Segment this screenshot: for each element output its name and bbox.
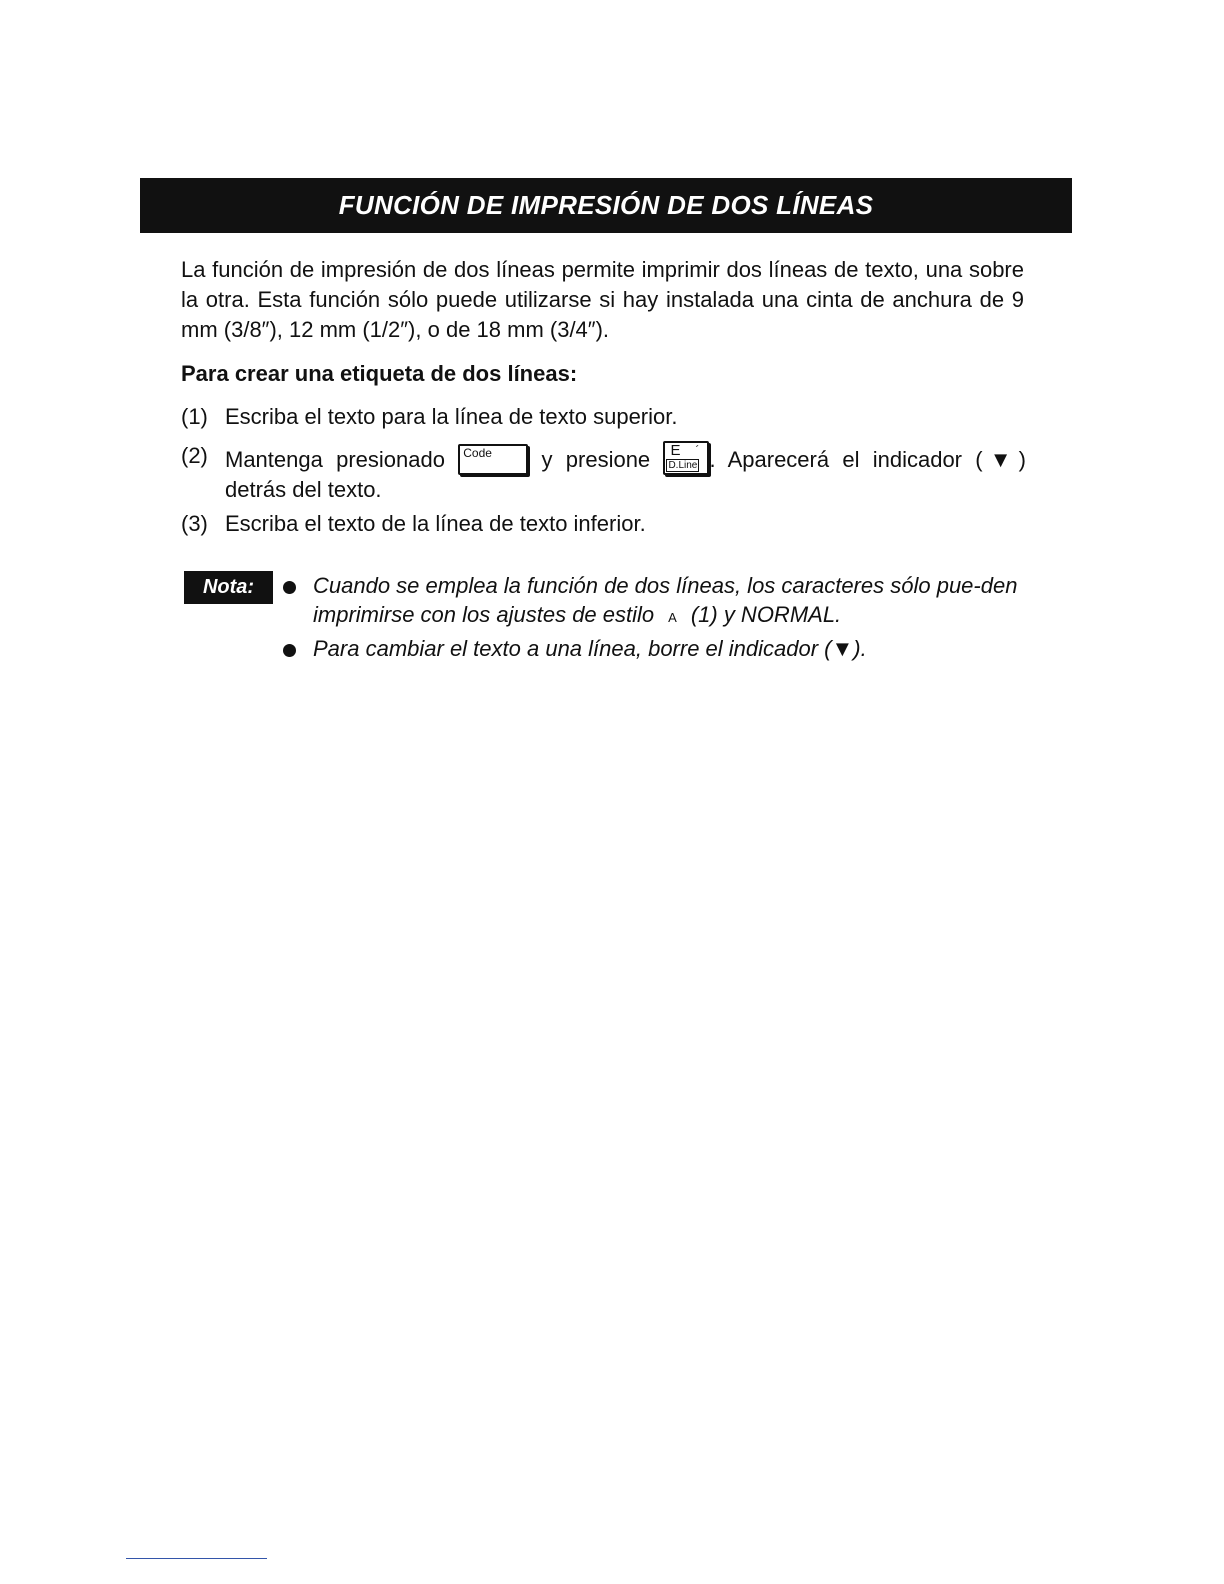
note-text bbox=[313, 571, 1028, 632]
step-text bbox=[225, 441, 1026, 475]
step-text: Escriba el texto para la línea de texto superior. bbox=[225, 404, 678, 429]
note-text: Para cambiar el texto a una línea, borre el indicador (▼). bbox=[313, 636, 867, 661]
step-text: Escriba el texto de la línea de texto inferior. bbox=[225, 511, 646, 536]
step-text-part: . Aparecerá el indicador (▼) bbox=[709, 447, 1026, 472]
key-top-label: E bbox=[670, 442, 681, 459]
key-bottom-label: D.Line bbox=[668, 460, 698, 471]
step-text-part: y presione bbox=[541, 447, 651, 472]
step-number: (3) bbox=[181, 511, 208, 536]
step-number: (2) bbox=[181, 443, 208, 468]
note-text-part: Cuando se emplea la función de dos líneas, los caracteres sólo pue-den imprimirse con los ajustes de estilo bbox=[313, 573, 1018, 627]
step-2 bbox=[181, 441, 1026, 504]
section-title-bar bbox=[140, 178, 1072, 233]
section-title: FUNCIÓN DE IMPRESIÓN DE DOS LÍNEAS bbox=[338, 190, 874, 220]
key-accent-label: ´ bbox=[695, 443, 700, 457]
step-3 bbox=[181, 509, 1026, 538]
bullet-icon bbox=[283, 644, 296, 657]
e-dline-key-icon bbox=[663, 441, 709, 475]
step-1 bbox=[181, 402, 1026, 431]
footer-rule bbox=[126, 1558, 267, 1559]
bullet-icon bbox=[283, 581, 296, 594]
note-label: Nota: bbox=[184, 571, 273, 604]
code-key-icon bbox=[458, 444, 528, 475]
intro-paragraph: La función de impresión de dos líneas permite imprimir dos líneas de texto, una sobre la otra. Esta función sólo puede utilizarse si hay instalada una cinta de anchura de 9 mm (3/8″), 12 mm (1/2″), o de 18 mm (3/4″). bbox=[181, 257, 1024, 342]
step-text-continued: detrás del texto. bbox=[225, 477, 382, 502]
step-text-part: Mantenga presionado bbox=[225, 447, 445, 472]
code-key-label: Code bbox=[463, 446, 492, 460]
subheading: Para crear una etiqueta de dos líneas: bbox=[181, 361, 578, 386]
step-number: (1) bbox=[181, 404, 208, 429]
style-a-glyph: A bbox=[668, 610, 677, 625]
note-item bbox=[283, 634, 1028, 663]
note-item bbox=[283, 571, 1028, 632]
note-text-part: (1) y NORMAL. bbox=[690, 602, 842, 627]
